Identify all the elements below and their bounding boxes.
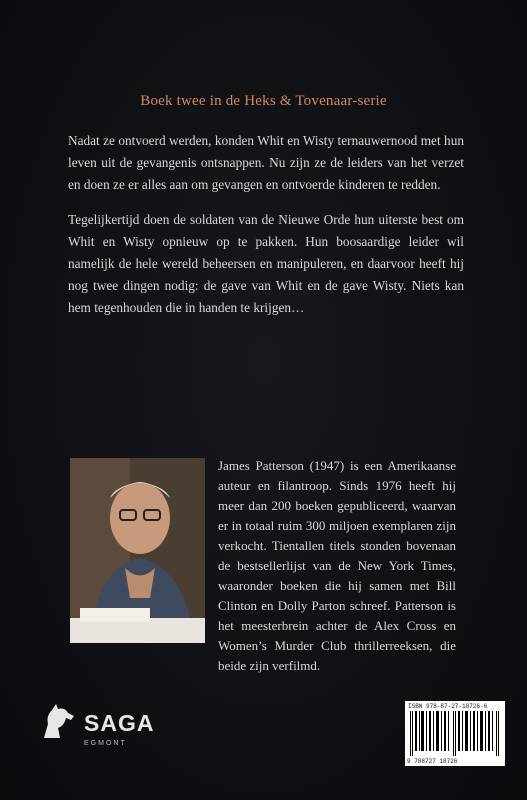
isbn-label: ISBN 978-87-27-18726-6 — [408, 703, 488, 710]
barcode-bars — [408, 711, 502, 756]
author-photo — [70, 458, 205, 643]
barcode-number: 9 788727 18726 — [407, 758, 458, 765]
author-bio: James Patterson (1947) is een Amerikaanse auteur en filantroop. Sinds 1976 heeft hij meer dan 200 boeken gepubliceerd, waarvan er in totaal ruim 300 miljoen exemplaren zijn verkocht. Tientallen titels stonden bovenaan de bestsellerlijst van de New York Times, waaronder boeken die hij samen met Bill Clinton en Dolly Parton schreef. Patterson is het meesterbrein achter de Alex Cross en Women’s Murder Club thrillerreeksen, die beide zijn verfilmd. — [218, 458, 456, 673]
publisher-sub: EGMONT — [84, 740, 127, 747]
horse-icon — [38, 700, 80, 740]
blurb-paragraph-2: Tegelijkertijd doen de soldaten van de Nieuwe Orde hun uiterste best om Whit en Wisty opnieuw op te pakken. Hun boosaardige leider wil namelijk de hele wereld beheersen en manipuleren, en daarvoor heeft hij nog twee dingen nodig: de gave van Whit en de gave Wisty. Niets kan hem tegenhouden die in handen te krijgen… — [68, 212, 464, 315]
publisher-logo — [38, 700, 168, 760]
blurb-paragraph-1: Nadat ze ontvoerd werden, konden Whit en Wisty ternauwernood met hun leven uit de gevangenis ontsnappen. Nu zijn ze de leiders van het verzet en doen ze er alles aan om gevangen en ontvoerde kinderen te redden. — [68, 133, 464, 192]
series-subtitle: Boek twee in de Heks & Tovenaar-serie — [140, 93, 387, 109]
barcode — [405, 701, 505, 766]
publisher-name: SAGA — [84, 710, 155, 736]
